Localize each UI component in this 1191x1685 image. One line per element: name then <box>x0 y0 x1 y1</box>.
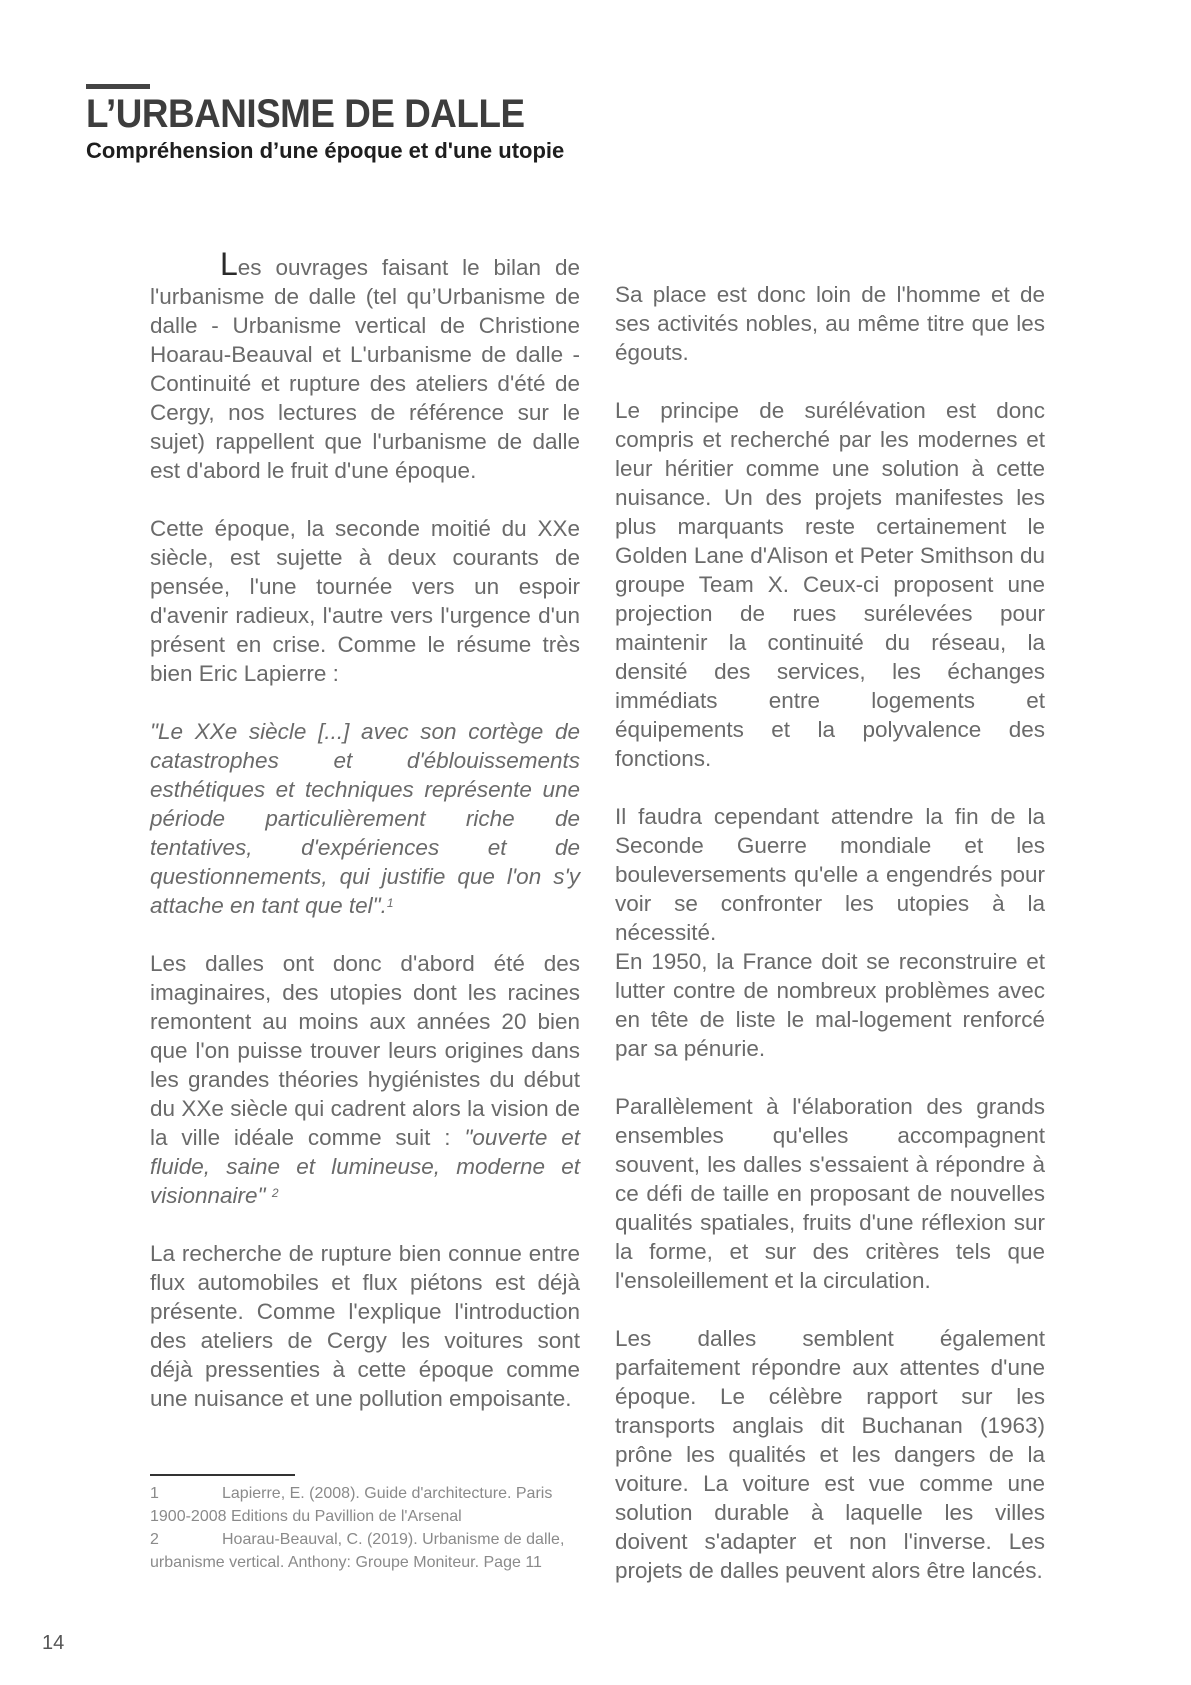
footnote-2 <box>150 1528 590 1574</box>
drop-cap: L <box>220 246 238 282</box>
paragraph-utopies <box>150 949 580 1210</box>
page-title: L’URBANISME DE DALLE <box>86 92 525 136</box>
footnote-ref-1: 1 <box>386 896 394 910</box>
footnote-text: Hoarau-Beauval, C. (2019). Urbanisme de dalle, urbanisme vertical. Anthony: Groupe Moniteur. Page 11 <box>150 1531 565 1571</box>
footnote-rule <box>150 1474 295 1476</box>
paragraph-utopies-text: Les dalles ont donc d'abord été des imaginaires, des utopies dont les racines remontent au moins aux années 20 bien que l'on puisse trouver leurs origines dans les grandes théories hygiénistes du début du XXe siècle qui cadrent alors la vision de la ville idéale comme suit : <box>150 951 580 1150</box>
paragraph-intro <box>150 246 580 485</box>
paragraph-intro-text: es ouvrages faisant le bilan de l'urbanisme de dalle (tel qu’Urbanisme de dalle - Urbanisme vertical de Christione Hoarau-Beauval et L'urbanisme de dalle - Continuité et rupture des ateliers d'été de Cergy, nos lectures de référence sur le sujet) rappellent que l'urbanisme de dalle est d'abord le fruit d'une époque. <box>150 255 580 483</box>
footnote-ref-2: 2 <box>271 1186 279 1200</box>
footnotes <box>150 1482 590 1574</box>
page-number: 14 <box>42 1632 65 1654</box>
paragraph-buchanan: Les dalles semblent également parfaitement répondre aux attentes d'une époque. Le célèbre rapport sur les transports anglais dit Buchanan (1963) prône les qualités et les dangers de la voiture. La voiture est vue comme une solution durable à laquelle les villes doivent s'adapter et non l'inverse. Les projets de dalles peuvent alors être lancés. <box>615 1326 1045 1583</box>
paragraph-guerre: Il faudra cependant attendre la fin de la Seconde Guerre mondiale et les bouleversements qu'elle a engendrés pour voir se confronter les utopies à la nécessité. <box>615 804 1045 945</box>
paragraph-epoque: Cette époque, la seconde moitié du XXe siècle, est sujette à deux courants de pensée, l'une tournée vers un espoir d'avenir radieux, l'autre vers l'urgence d'un présent en crise. Comme le résume très bien Eric Lapierre : <box>150 516 580 686</box>
paragraph-rupture: La recherche de rupture bien connue entre flux automobiles et flux piétons est déjà présente. Comme l'explique l'introduction des ateliers de Cergy les voitures sont déjà pressenties à cette époque comme une nuisance et une pollution empoisante. <box>150 1241 580 1411</box>
footnote-text: Lapierre, E. (2008). Guide d'architecture. Paris 1900-2008 Editions du Pavillion de l'Arsenal <box>150 1485 553 1525</box>
paragraph-surelevation: Le principe de surélévation est donc compris et recherché par les modernes et leur héritier comme une solution à cette nuisance. Un des projets manifestes les plus marquants reste certainement le Golden Lane d'Alison et Peter Smithson du groupe Team X. Ceux-ci proposent une projection de rues surélevées pour maintenir la continuité du réseau, la densité des services, les échanges immédiats entre logements et équipements et la polyvalence des fonctions. <box>615 398 1045 771</box>
paragraph-place: Sa place est donc loin de l'homme et de ses activités nobles, au même titre que les égouts. <box>615 282 1045 365</box>
page-subtitle: Compréhension d’une époque et d'une utopie <box>86 138 565 163</box>
quote-lapierre-text: "Le XXe siècle [...] avec son cortège de catastrophes et d'éblouissements esthétiques et techniques représente une période particulièrement riche de tentatives, d'expériences et de questionnements, qui justifie que l'on s'y attache en tant que tel". <box>150 719 580 918</box>
left-column <box>150 246 580 1442</box>
quote-hygieniste: "ouverte et fluide, saine et lumineuse, moderne et visionnaire" <box>150 1125 580 1208</box>
footnote-1 <box>150 1482 590 1528</box>
right-column <box>615 280 1045 1614</box>
paragraph-1950: En 1950, la France doit se reconstruire et lutter contre de nombreux problèmes avec en tête de liste le mal-logement renforcé par sa pénurie. <box>615 949 1045 1061</box>
quote-lapierre <box>150 717 580 920</box>
title-rule <box>86 84 150 89</box>
footnote-number: 2 <box>150 1531 159 1548</box>
footnote-number: 1 <box>150 1485 159 1502</box>
paragraph-grands-ensembles: Parallèlement à l'élaboration des grands ensembles qu'elles accompagnent souvent, les dalles s'essaient à répondre à ce défi de taille en proposant de nouvelles qualités spatiales, fruits d'une réflexion sur la forme, et sur des critères tels que l'ensoleillement et la circulation. <box>615 1094 1045 1293</box>
